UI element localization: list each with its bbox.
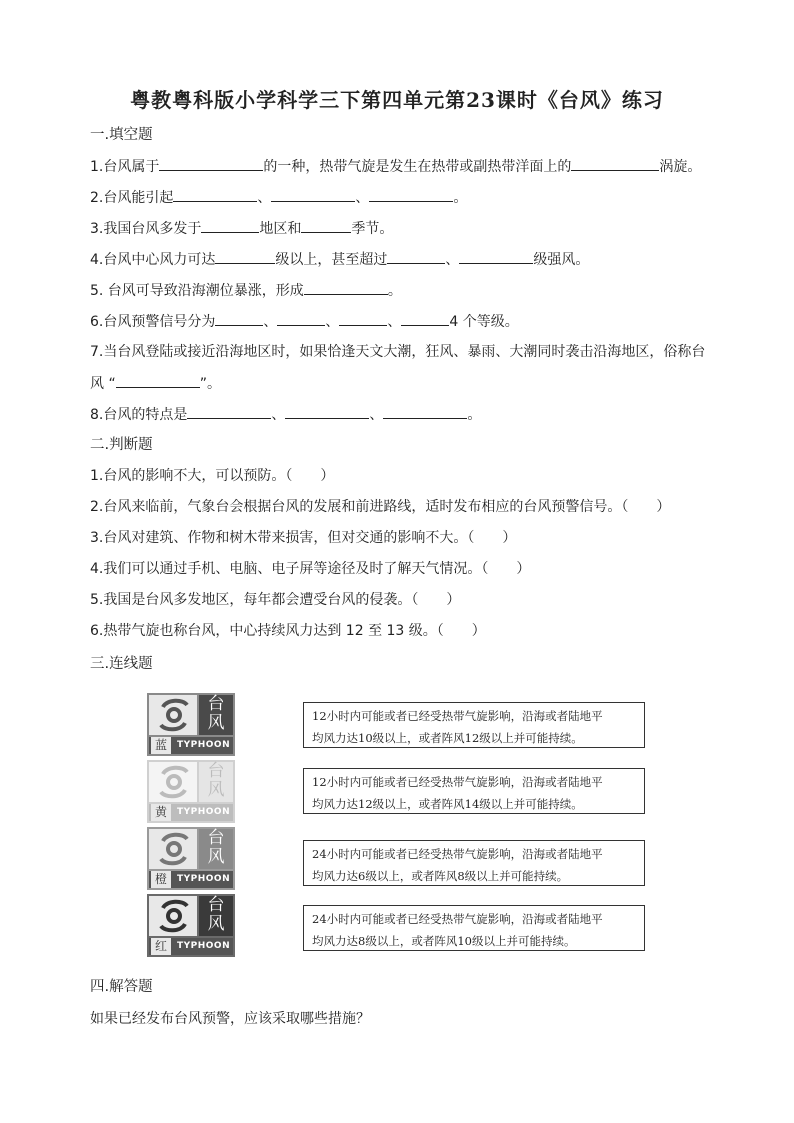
fill-question-2 — [90, 187, 467, 208]
signal-char: 风 — [207, 713, 225, 733]
typhoon-signal-orange[interactable] — [147, 827, 235, 890]
separator: 、 — [257, 190, 272, 206]
signal-english-text: TYPHOON — [177, 941, 231, 951]
q2-text-a: 2.台风能引起 — [90, 190, 174, 206]
signal-description-box[interactable] — [303, 905, 645, 951]
judge-item — [90, 621, 486, 641]
q7-text-b: ”。 — [199, 376, 221, 392]
fill-question-8 — [90, 404, 481, 425]
section-judge-heading: 二.判断题 — [90, 437, 153, 453]
q4-text-b: 级以上，甚至超过 — [275, 252, 388, 268]
description-line: 均风力达12级以上，或者阵风14级以上并可能持续。 — [312, 797, 583, 811]
q8-text-a: 8.台风的特点是 — [90, 407, 188, 423]
judge-item — [90, 528, 516, 548]
answer-question: 如果已经发布台风预警，应该采取哪些措施？ — [90, 1011, 370, 1027]
signal-color-label: 蓝 — [151, 737, 171, 754]
answer-blank[interactable] — [215, 311, 263, 326]
answer-blank[interactable] — [369, 187, 453, 202]
q5-end: 。 — [387, 283, 402, 299]
q1-text-b: 的一种，热带气旋是发生在热带或副热带洋面上的 — [263, 159, 572, 175]
q8-end: 。 — [467, 407, 482, 423]
separator: 、 — [369, 407, 384, 423]
paren-close: ） — [471, 623, 486, 639]
signal-char: 台 — [207, 895, 225, 915]
judge-item-text: 5.我国是台风多发地区，每年都会遭受台风的侵袭。（ — [90, 592, 419, 608]
separator: 、 — [387, 314, 402, 330]
signal-description-box[interactable] — [303, 768, 645, 814]
judge-item — [90, 466, 334, 486]
fill-question-6 — [90, 311, 519, 332]
paren-close: ） — [502, 530, 517, 546]
answer-blank[interactable] — [387, 249, 445, 264]
worksheet-title: 粤教粤科版小学科学三下第四单元第23课时《台风》练习 — [130, 88, 664, 112]
answer-blank[interactable] — [116, 373, 200, 388]
paren-close: ） — [656, 499, 671, 515]
answer-blank[interactable] — [401, 311, 449, 326]
judge-item-text: 1.台风的影响不大，可以预防。（ — [90, 468, 293, 484]
answer-blank[interactable] — [301, 218, 351, 233]
q6-end: 4 个等级。 — [449, 314, 519, 330]
answer-blank[interactable] — [173, 187, 257, 202]
judge-item-text: 4.我们可以通过手机、电脑、电子屏等途径及时了解天气情况。（ — [90, 561, 489, 577]
q1-text-c: 涡旋。 — [659, 159, 702, 175]
judge-item — [90, 559, 530, 579]
q4-text-a: 4.台风中心风力可达 — [90, 252, 216, 268]
answer-blank[interactable] — [304, 280, 388, 295]
q3-text-c: 季节。 — [351, 221, 394, 237]
signal-char: 风 — [207, 847, 225, 867]
judge-item — [90, 590, 460, 610]
paren-close: ） — [516, 561, 531, 577]
q1-text-a: 1.台风属于 — [90, 159, 160, 175]
paren-close: ） — [320, 468, 335, 484]
signal-color-label: 红 — [151, 938, 171, 955]
section-fill-heading: 一.填空题 — [90, 127, 153, 143]
answer-blank[interactable] — [285, 404, 369, 419]
section-answer-heading: 四.解答题 — [90, 979, 153, 995]
signal-char: 台 — [207, 761, 225, 781]
signal-description-box[interactable] — [303, 840, 645, 886]
judge-item-text: 3.台风对建筑、作物和树木带来损害，但对交通的影响不大。（ — [90, 530, 475, 546]
fill-question-7-line1: 7.当台风登陆或接近沿海地区时，如果恰逢天文大潮，狂风、暴雨、大潮同时袭击沿海地区，俗称台 — [90, 344, 706, 360]
separator: 、 — [445, 252, 460, 268]
answer-blank[interactable] — [459, 249, 533, 264]
typhoon-swirl-icon — [157, 697, 191, 733]
typhoon-swirl-icon — [157, 898, 191, 934]
signal-english-text: TYPHOON — [177, 874, 231, 884]
description-line: 均风力达10级以上，或者阵风12级以上并可能持续。 — [312, 731, 583, 745]
answer-blank[interactable] — [277, 311, 325, 326]
judge-item — [90, 497, 670, 517]
typhoon-signal-blue[interactable] — [147, 693, 235, 756]
judge-item-text: 2.台风来临前，气象台会根据台风的发展和前进路线，适时发布相应的台风预警信号。（ — [90, 499, 629, 515]
answer-blank[interactable] — [201, 218, 259, 233]
signal-color-label: 橙 — [151, 871, 171, 888]
description-line: 12小时内可能或者已经受热带气旋影响，沿海或者陆地平 — [312, 709, 603, 723]
typhoon-swirl-icon — [157, 764, 191, 800]
q3-text-a: 3.我国台风多发于 — [90, 221, 202, 237]
description-line: 24小时内可能或者已经受热带气旋影响，沿海或者陆地平 — [312, 847, 603, 861]
q5-text-a: 5. 台风可导致沿海潮位暴涨，形成 — [90, 283, 304, 299]
typhoon-swirl-icon — [157, 831, 191, 867]
q4-text-d: 级强风。 — [533, 252, 590, 268]
description-line: 12小时内可能或者已经受热带气旋影响，沿海或者陆地平 — [312, 775, 603, 789]
signal-english-text: TYPHOON — [177, 807, 231, 817]
q7-text-a: 风 “ — [90, 376, 116, 392]
answer-blank[interactable] — [339, 311, 387, 326]
typhoon-signal-yellow[interactable] — [147, 760, 235, 823]
q2-end: 。 — [453, 190, 468, 206]
fill-question-5 — [90, 280, 402, 301]
description-line: 均风力达6级以上，或者阵风8级以上并可能持续。 — [312, 869, 569, 883]
q3-text-b: 地区和 — [259, 221, 302, 237]
judge-item-text: 6.热带气旋也称台风，中心持续风力达到 12 至 13 级。（ — [90, 623, 444, 639]
fill-question-7-line2 — [90, 373, 221, 394]
answer-blank[interactable] — [159, 156, 263, 171]
fill-question-3 — [90, 218, 393, 239]
signal-char: 台 — [207, 694, 225, 714]
answer-blank[interactable] — [187, 404, 271, 419]
q6-text-a: 6.台风预警信号分为 — [90, 314, 216, 330]
section-match-heading: 三.连线题 — [90, 656, 153, 672]
description-line: 24小时内可能或者已经受热带气旋影响，沿海或者陆地平 — [312, 912, 603, 926]
description-line: 均风力达8级以上，或者阵风10级以上并可能持续。 — [312, 934, 576, 948]
signal-english-text: TYPHOON — [177, 740, 231, 750]
signal-char: 台 — [207, 828, 225, 848]
separator: 、 — [325, 314, 340, 330]
separator: 、 — [271, 407, 286, 423]
signal-description-box[interactable] — [303, 702, 645, 748]
typhoon-signal-red[interactable] — [147, 894, 235, 957]
separator: 、 — [355, 190, 370, 206]
answer-blank[interactable] — [271, 187, 355, 202]
signal-char: 风 — [207, 780, 225, 800]
answer-blank[interactable] — [383, 404, 467, 419]
answer-blank[interactable] — [215, 249, 275, 264]
separator: 、 — [263, 314, 278, 330]
answer-blank[interactable] — [571, 156, 659, 171]
signal-color-label: 黄 — [151, 804, 171, 821]
fill-question-1 — [90, 156, 701, 177]
signal-char: 风 — [207, 914, 225, 934]
paren-close: ） — [446, 592, 461, 608]
fill-question-4 — [90, 249, 589, 270]
